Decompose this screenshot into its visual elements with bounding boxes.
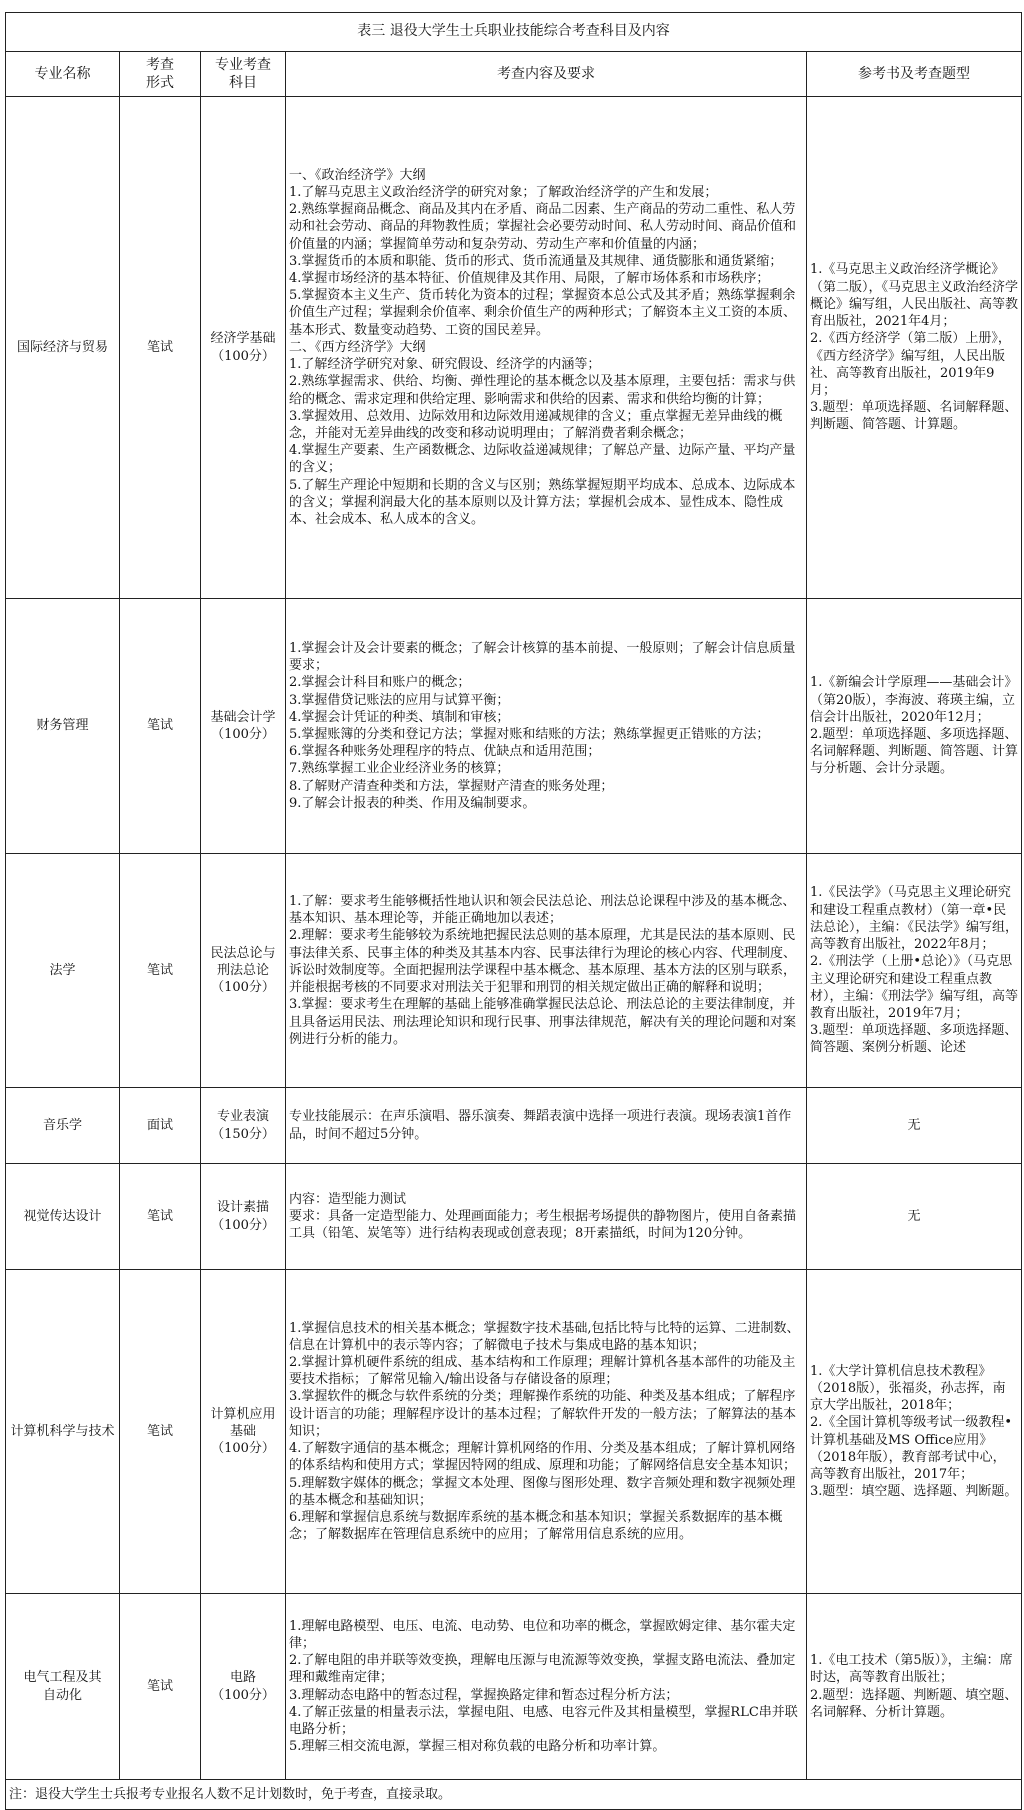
content-item: 3.掌握：要求考生在理解的基础上能够准确掌握民法总论、刑法总论的主要法律制度，并且具备运用民法、刑法理论知识和现行民事、刑事法律规范，解决有关的理论问题和对案例进行分析的能力。 <box>289 997 797 1047</box>
subject-line: （100分） <box>211 980 275 996</box>
content-item: 3.掌握借贷记账法的应用与试算平衡； <box>289 692 510 708</box>
content-item: 2.掌握计算机硬件系统的组成、基本结构和工作原理；理解计算机各基本部件的功能及主要技术指标；了解常见输入/输出设备与存储设备的原理； <box>289 1355 796 1388</box>
reference-item: 1.《新编会计学原理——基础会计》（第20版），李海波、蒋瑛主编，立信会计出版社，2020年12月； <box>810 675 1018 725</box>
content-item: 4.掌握市场经济的基本特征、价值规律及其作用、局限，了解市场体系和市场秩序； <box>289 271 770 287</box>
content-cell <box>286 854 807 1088</box>
content-item: 内容：造型能力测试 <box>289 1191 407 1207</box>
content-item: 2.熟练掌握商品概念、商品及其内在矛盾、商品二因素、生产商品的劳动二重性、私人劳动和社会劳动、商品的拜物教性质；掌握社会必要劳动时间、私人劳动时间、商品价值和价值量的内涵；掌握简单劳动和复杂劳动、劳动生产率和价值量的内涵； <box>289 202 797 252</box>
subject-line: （100分） <box>211 1687 275 1703</box>
major-cell <box>6 1270 120 1594</box>
reference-item: 3.题型：单项选择题、多项选择题、简答题、案例分析题、论述 <box>810 1023 1018 1056</box>
form-cell: 面试 <box>120 1088 201 1164</box>
content-cell <box>286 97 807 599</box>
reference-cell <box>807 1594 1022 1780</box>
subject-line: （100分） <box>211 1441 275 1457</box>
content-item: 5.理解三相交流电源，掌握三相对称负载的电路分析和功率计算。 <box>289 1739 666 1755</box>
subject-cell <box>201 854 286 1088</box>
major-name: 计算机科学与技术 <box>10 1423 115 1439</box>
major-cell <box>6 1594 120 1780</box>
reference-item: 1.《大学计算机信息技术教程》（2018版），张福炎，孙志挥，南京大学出版社，2018年； <box>810 1363 1006 1414</box>
content-item: 2.了解电阻的串并联等效变换，理解电压源与电流源等效变换，掌握支路电流法、叠加定理和戴维南定律； <box>289 1653 796 1686</box>
content-cell <box>286 599 807 854</box>
reference-item: 1.《电工技术（第5版）》，主编：席时达，高等教育出版社； <box>810 1653 1013 1686</box>
subject-line: 基础 <box>229 1423 256 1439</box>
subject-line: 计算机应用 <box>210 1406 276 1422</box>
form-cell: 笔试 <box>120 1270 201 1594</box>
content-item: 专业技能展示：在声乐演唱、器乐演奏、舞蹈表演中选择一项进行表演。现场表演1首作品，时间不超过5分钟。 <box>289 1109 792 1142</box>
subject-cell <box>201 1088 286 1164</box>
subject-line: 基础会计学 <box>210 709 276 725</box>
major-name: 自动化 <box>42 1687 82 1703</box>
exam-table-container <box>5 12 1021 1810</box>
footnote: 注：退役大学生士兵报考专业报名人数不足计划数时，免于考查，直接录取。 <box>6 1780 1022 1810</box>
content-item: 5.理解数字媒体的概念；掌握文本处理、图像与图形处理、数字音频处理和数字视频处理的基本概念和基础知识； <box>289 1475 796 1508</box>
subject-line: 专业表演 <box>216 1109 269 1125</box>
table-row <box>6 1164 1022 1270</box>
reference-cell <box>807 599 1022 854</box>
subject-line: （100分） <box>211 348 275 364</box>
content-item: 一、《政治经济学》大纲 <box>289 167 426 183</box>
reference-item: 2.《西方经济学（第二版）上册》，《西方经济学》编写组，人民出版社、高等教育出版社，2019年9月； <box>810 331 1011 398</box>
content-item: 2.理解：要求考生能够较为系统地把握民法总则的基本原理，尤其是民法的基本原则、民事法律关系、民事主体的种类及其基本内容、民事法律行为理论的核心内容、代理制度、诉讼时效制度等。全面把握刑法学课程中基本概念、基本原理、基本方法的区别与联系，并能根据考核的不同要求对刑法关于犯罪和刑罚的相关规定做出正确的解释和说明； <box>289 928 797 996</box>
subject-cell <box>201 1164 286 1270</box>
content-item: 5.掌握账簿的分类和登记方法；掌握对账和结账的方法；熟练掌握更正错账的方法； <box>289 727 770 742</box>
major-name: 法学 <box>49 962 76 978</box>
header-subject <box>201 52 286 97</box>
content-item: 7.熟练掌握工业企业经济业务的核算； <box>289 761 510 777</box>
reference-item: 2.《全国计算机等级考试一级教程•计算机基础及MS Office应用》（2018年版），教育部考试中心，高等教育出版社，2017年； <box>810 1415 1013 1482</box>
reference-cell: 无 <box>807 1088 1022 1164</box>
content-item: 6.掌握各种账务处理程序的特点、优缺点和适用范围； <box>289 744 601 760</box>
form-cell: 笔试 <box>120 1594 201 1780</box>
content-item: 5.掌握资本主义生产、货币转化为资本的过程；掌握资本总公式及其矛盾；熟练掌握剩余价值生产过程；掌握剩余价值率、剩余价值生产的两种形式；了解资本主义工资的本质、基本形式、数量变动趋势、工资的国民差异。 <box>289 288 797 338</box>
table-title: 表三 退役大学生士兵职业技能综合考查科目及内容 <box>6 13 1022 52</box>
content-item: 4.掌握生产要素、生产函数概念、边际收益递减规律；了解总产量、边际产量、平均产量的含义； <box>289 443 796 476</box>
subject-line: 电路 <box>229 1670 256 1686</box>
content-item: 3.理解动态电路中的暂态过程，掌握换路定律和暂态过程分析方法； <box>289 1687 679 1703</box>
content-item: 1.掌握会计及会计要素的概念；了解会计核算的基本前提、一般原则；了解会计信息质量要求； <box>289 640 796 674</box>
content-item: 4.了解正弦量的相量表示法，掌握电阻、电感、电容元件及其相量模型，掌握RLC串并联电路分析； <box>289 1704 798 1737</box>
major-name: 国际经济与贸易 <box>16 339 108 355</box>
content-item: 1.理解电路模型、电压、电流、电动势、电位和功率的概念，掌握欧姆定律、基尔霍夫定律； <box>289 1618 796 1651</box>
table-row <box>6 1594 1022 1780</box>
footnote-row <box>6 1780 1022 1810</box>
table-row <box>6 1088 1022 1164</box>
content-item: 二、《西方经济学》大纲 <box>289 339 426 355</box>
header-form-line: 形式 <box>146 75 174 91</box>
content-cell <box>286 1270 807 1594</box>
exam-subjects-table <box>5 12 1022 1810</box>
subject-line: （100分） <box>211 727 275 742</box>
reference-item: 2.题型：选择题、判断题、填空题、名词解释、分析计算题。 <box>810 1687 1018 1720</box>
content-item: 9.了解会计报表的种类、作用及编制要求。 <box>289 795 536 811</box>
reference-cell: 无 <box>807 1164 1022 1270</box>
content-item: 8.了解财产清查种类和方法，掌握财产清查的账务处理； <box>289 778 614 794</box>
header-subject-line: 专业考查 <box>215 57 271 73</box>
header-content: 考查内容及要求 <box>286 52 807 97</box>
content-item: 4.掌握会计凭证的种类、填制和审核； <box>289 709 510 725</box>
header-row <box>6 52 1022 97</box>
major-name: 电气工程及其 <box>23 1670 102 1686</box>
major-cell <box>6 854 120 1088</box>
header-subject-line: 科目 <box>229 75 257 91</box>
subject-line: 民法总论与 <box>210 945 276 961</box>
reference-item: 2.《刑法学（上册•总论）》（马克思主义理论研究和建设工程重点教材），主编：《刑法学》编写组，高等教育出版社，2019年7月； <box>810 954 1019 1021</box>
reference-item: 1.《民法学》（马克思主义理论研究和建设工程重点教材）（第一章•民法总论），主编：《民法学》编写组，高等教育出版社，2022年8月； <box>810 885 1019 953</box>
subject-cell <box>201 599 286 854</box>
reference-item: 2.题型：单项选择题、多项选择题、名词解释题、判断题、简答题、计算与分析题、会计分录题。 <box>810 727 1019 777</box>
table-row <box>6 599 1022 854</box>
form-cell: 笔试 <box>120 97 201 599</box>
subject-line: （100分） <box>211 1217 275 1233</box>
title-row <box>6 13 1022 52</box>
form-cell: 笔试 <box>120 854 201 1088</box>
form-cell: 笔试 <box>120 599 201 854</box>
header-major: 专业名称 <box>6 52 120 97</box>
major-name: 视觉传达设计 <box>23 1208 102 1224</box>
reference-cell <box>807 97 1022 599</box>
major-cell <box>6 599 120 854</box>
content-item: 6.理解和掌握信息系统与数据库系统的基本概念和基本知识；掌握关系数据库的基本概念；了解数据库在管理信息系统中的应用；了解常用信息系统的应用。 <box>289 1509 783 1543</box>
major-cell <box>6 97 120 599</box>
table-row <box>6 97 1022 599</box>
content-cell <box>286 1088 807 1164</box>
reference-item: 3.题型：单项选择题、名词解释题、判断题、简答题、计算题。 <box>810 400 1018 433</box>
subject-cell <box>201 1270 286 1594</box>
subject-cell <box>201 1594 286 1780</box>
content-item: 2.掌握会计科目和账户的概念； <box>289 675 471 691</box>
table-row <box>6 854 1022 1088</box>
major-cell <box>6 1164 120 1270</box>
subject-line: 经济学基础 <box>210 331 276 347</box>
reference-cell <box>807 854 1022 1088</box>
major-name: 音乐学 <box>42 1117 82 1133</box>
reference-cell <box>807 1270 1022 1594</box>
content-cell <box>286 1164 807 1270</box>
subject-cell <box>201 97 286 599</box>
subject-line: 刑法总论 <box>216 962 269 978</box>
content-item: 3.掌握货币的本质和职能、货币的形式、货币流通量及其规律、通货膨胀和通货紧缩； <box>289 253 783 269</box>
form-cell: 笔试 <box>120 1164 201 1270</box>
content-cell <box>286 1594 807 1780</box>
content-item: 4.了解数字通信的基本概念；理解计算机网络的作用、分类及基本组成；了解计算机网络的体系结构和使用方式；掌握因特网的组成、原理和功能；了解网络信息安全基本知识； <box>289 1441 797 1474</box>
content-item: 3.掌握效用、总效用、边际效用和边际效用递减规律的含义；重点掌握无差异曲线的概念，并能对无差异曲线的改变和移动说明理由；了解消费者剩余概念； <box>289 408 783 441</box>
subject-line: （150分） <box>211 1126 275 1142</box>
table-row <box>6 1270 1022 1594</box>
content-item: 2.熟练掌握需求、供给、均衡、弹性理论的基本概念以及基本原理，主要包括：需求与供给的概念、需求定理和供给定理、影响需求和供给的因素、需求和供给均衡的计算； <box>289 374 796 407</box>
major-cell <box>6 1088 120 1164</box>
content-item: 1.了解经济学研究对象、研究假设、经济学的内涵等； <box>289 357 601 373</box>
content-item: 5.了解生产理论中短期和长期的含义与区别；熟练掌握短期平均成本、总成本、边际成本的含义；掌握利润最大化的基本原则以及计算方法；掌握机会成本、显性成本、隐性成本、社会成本、私人成本的含义。 <box>289 477 796 527</box>
content-item: 要求：具备一定造型能力、处理画面能力；考生根据考场提供的静物图片，使用自备素描工具（铅笔、炭笔等）进行结构表现或创意表现；8开素描纸，时间为120分钟。 <box>289 1208 797 1242</box>
header-form-line: 考查 <box>146 57 174 73</box>
content-item: 1.了解：要求考生能够概括性地认识和领会民法总论、刑法总论课程中涉及的基本概念、基本知识、基本理论等，并能正确地加以表述； <box>289 894 796 927</box>
content-item: 1.了解马克思主义政治经济学的研究对象；了解政治经济学的产生和发展； <box>289 185 718 201</box>
header-reference: 参考书及考查题型 <box>807 52 1022 97</box>
subject-line: 设计素描 <box>216 1200 269 1216</box>
header-form <box>120 52 201 97</box>
reference-item: 1.《马克思主义政治经济学概论》（第二版），《马克思主义政治经济学概论》编写组，人民出版社、高等教育出版社，2021年4月； <box>810 262 1019 330</box>
content-item: 1.掌握信息技术的相关基本概念；掌握数字技术基础,包括比特与比特的运算、二进制数、信息在计算机中的表示等内容；了解微电子技术与集成电路的基本知识； <box>289 1320 800 1353</box>
major-name: 财务管理 <box>36 718 89 734</box>
content-item: 3.掌握软件的概念与软件系统的分类；理解操作系统的功能、种类及基本组成；了解程序设计语言的功能；理解程序设计的基本过程；了解软件开发的一般方法；了解算法的基本知识； <box>289 1389 797 1439</box>
reference-item: 3.题型：填空题、选择题、判断题。 <box>810 1484 1018 1500</box>
